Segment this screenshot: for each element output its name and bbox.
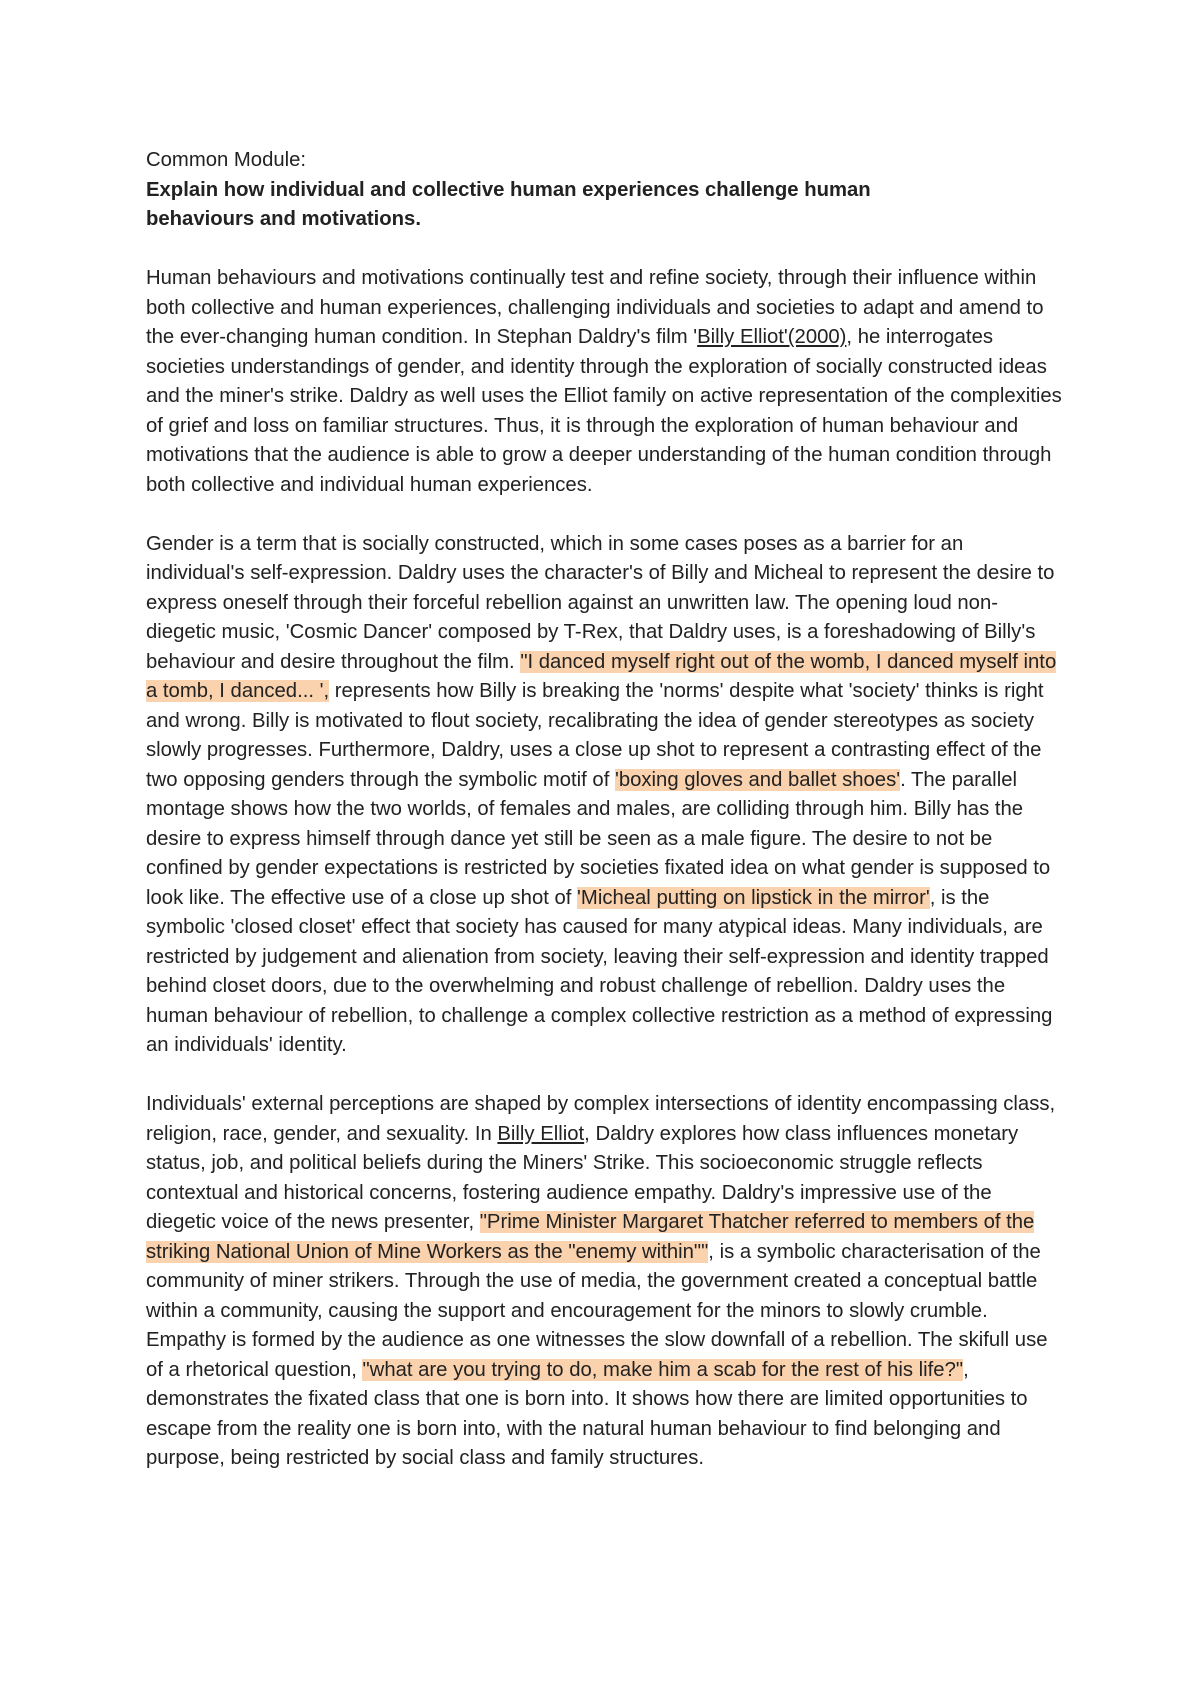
body2-text-1: Individuals' external perceptions are shaped by complex intersections of identity encompassing class, religion, race, gender, and sexuality. In	[146, 1093, 1056, 1145]
highlighted-quote: "what are you trying to do, make him a scab for the rest of his life?"	[362, 1358, 964, 1381]
document-page	[146, 146, 1066, 1474]
intro-text-1: Human behaviours and motivations continually test and refine society, through their influence within both collective and human experiences, challenging individuals and societies to adapt and amend to the ever-changing human condition. In Stephan Daldry's film '	[146, 267, 1044, 348]
essay-question-line-1: Explain how individual and collective human experiences challenge human	[146, 178, 871, 201]
intro-paragraph	[146, 264, 1066, 500]
body1-text-2: represents how Billy is breaking the 'norms' despite what 'society' thinks is right and wrong. Billy is motivated to flout society, recalibrating the idea of gender stereotypes as society slowly progresses. Furthermore, Daldry, uses a close up shot to represent a contrasting effect of the two opposing genders through the symbolic motif of	[146, 680, 1044, 791]
paragraph-gap	[146, 1061, 1066, 1091]
film-title-link: Billy Elliot'(2000)	[697, 326, 847, 348]
essay-question	[146, 176, 1066, 235]
highlighted-quote: 'Micheal putting on lipstick in the mirror'	[577, 886, 930, 909]
body1-text-3: . The parallel montage shows how the two worlds, of females and males, are colliding through him. Billy has the desire to express himself through dance yet still be seen as a male figure. The desire to not be confined by gender expectations is restricted by societies fixated idea on what gender is supposed to look like. The effective use of a close up shot of	[146, 768, 1051, 909]
body1-text-4: , is the symbolic 'closed closet' effect that society has caused for many atypical ideas. Many individuals, are restricted by judgement and alienation from society, leaving their self-expression and identity trapped behind closet doors, due to the overwhelming and robust challenge of rebellion. Daldry uses the human behaviour of rebellion, to challenge a complex collective restriction as a method of expressing an individuals' identity.	[146, 886, 1053, 1056]
body-paragraph-class	[146, 1090, 1066, 1474]
body-paragraph-gender	[146, 530, 1066, 1061]
essay-question-line-2: behaviours and motivations.	[146, 208, 421, 230]
paragraph-gap	[146, 235, 1066, 265]
paragraph-gap	[146, 500, 1066, 530]
module-label: Common Module:	[146, 149, 307, 171]
film-title-link: Billy Elliot	[497, 1122, 585, 1145]
body2-text-3: , is a symbolic characterisation of the community of miner strikers. Through the use of media, the government created a conceptual battle within a community, causing the support and encouragement for the minors to slowly crumble. Empathy is formed by the audience as one witnesses the slow downfall of a rebellion. The skifull use of a rhetorical question,	[146, 1240, 1048, 1381]
highlighted-quote: "I danced myself right out of the womb, I danced myself into a tomb, I danced... ',	[146, 650, 1057, 702]
highlighted-quote: 'boxing gloves and ballet shoes'	[614, 768, 901, 791]
body2-text-2: , Daldry explores how class influences monetary status, job, and political beliefs during the Miners' Strike. This socioeconomic struggle reflects contextual and historical concerns, fostering audience empathy. Daldry's impressive use of the diegetic voice of the news presenter,	[146, 1122, 1019, 1233]
intro-text-2: , he interrogates societies understandings of gender, and identity through the exploration of socially constructed ideas and the miner's strike. Daldry as well uses the Elliot family on active representation of the complexities of grief and loss on familiar structures. Thus, it is through the exploration of human behaviour and motivations that the audience is able to grow a deeper understanding of the human condition through both collective and individual human experiences.	[146, 326, 1062, 496]
body2-text-4: , demonstrates the fixated class that one is born into. It shows how there are limited opportunities to escape from the reality one is born into, with the natural human behaviour to find belonging and purpose, being restricted by social class and family structures.	[146, 1358, 1028, 1469]
highlighted-quote: "Prime Minister Margaret Thatcher referred to members of the striking National Union of Mine Workers as the "enemy within""	[146, 1211, 1035, 1263]
body1-text-1: Gender is a term that is socially constructed, which in some cases poses as a barrier for an individual's self-expression. Daldry uses the character's of Billy and Micheal to represent the desire to express oneself through their forceful rebellion against an unwritten law. The opening loud non-diegetic music, 'Cosmic Dancer' composed by T-Rex, that Daldry uses, is a foreshadowing of Billy's behaviour and desire throughout the film.	[146, 532, 1055, 673]
